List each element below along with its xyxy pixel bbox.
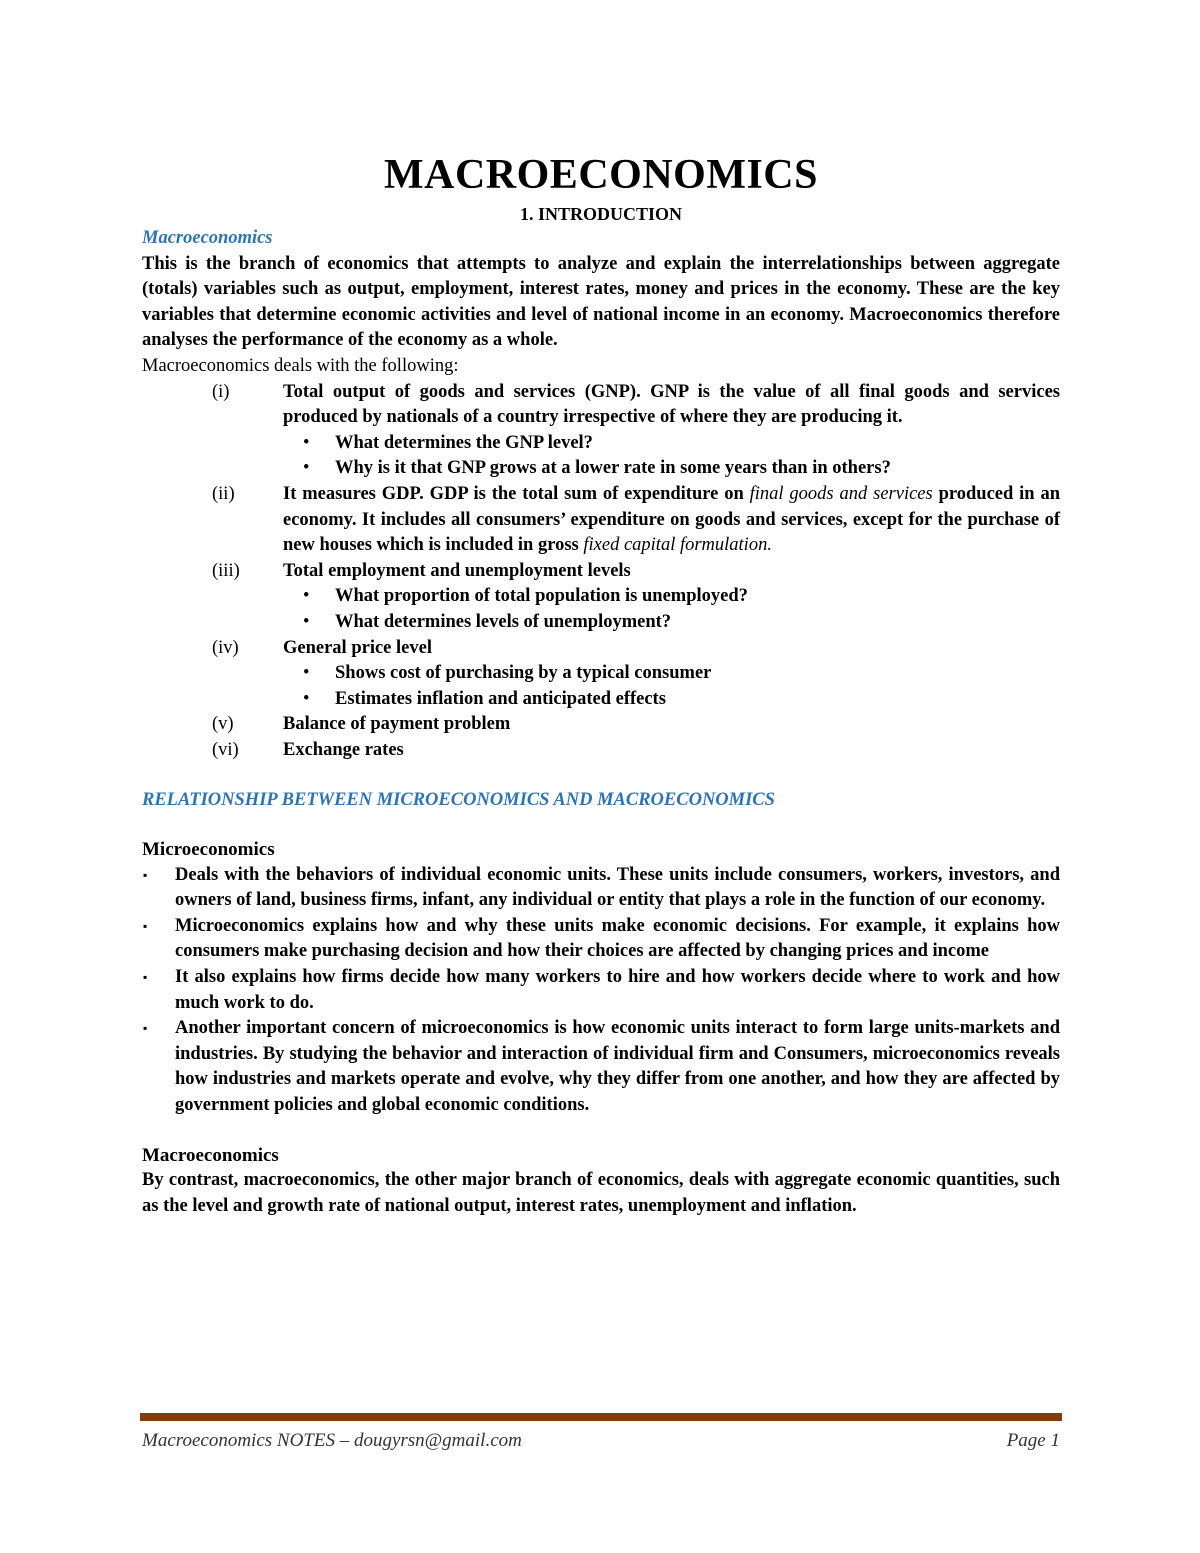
bullet-list bbox=[283, 661, 1060, 712]
list-item-iii bbox=[142, 559, 1060, 585]
micro-heading: Microeconomics bbox=[142, 839, 275, 861]
square-bullet-icon: ▪ bbox=[143, 1021, 148, 1036]
square-bullet-icon: ▪ bbox=[143, 970, 148, 985]
micro-point-text: Deals with the behaviors of individual economic units. These units include consumers, workers, investors, and owners of land, business firms, infant, any individual or entity that plays a role in the function of our economy. bbox=[175, 864, 1060, 911]
square-bullet-icon: ▪ bbox=[143, 867, 148, 882]
macro-heading: Macroeconomics bbox=[142, 1144, 279, 1166]
text-part: It measures GDP. GDP is the total sum of expenditure on bbox=[283, 483, 750, 504]
page-number: Page 1 bbox=[1006, 1430, 1060, 1451]
footer-rule bbox=[140, 1413, 1062, 1421]
list-item bbox=[283, 431, 1060, 457]
list-number: (iv) bbox=[212, 637, 239, 658]
list-number: (v) bbox=[212, 714, 234, 735]
relationship-heading: RELATIONSHIP BETWEEN MICROECONOMICS AND MACROECONOMICS bbox=[142, 790, 775, 811]
deals-with-label: Macroeconomics deals with the following: bbox=[142, 355, 459, 376]
macro-text: By contrast, macroeconomics, the other major branch of economics, deals with aggregate economic quantities, such as the level and growth rate of national output, interest rates, unemployment and inflation. bbox=[142, 1170, 1060, 1216]
list-item bbox=[142, 914, 1060, 965]
list-number: (ii) bbox=[212, 483, 235, 504]
micro-point-text: It also explains how firms decide how many workers to hire and how workers decide where to work and how much work to do. bbox=[175, 967, 1060, 1013]
micro-point-text: Microeconomics explains how and why these units make economic decisions. For example, it explains how consumers make purchasing decision and how their choices are affected by changing prices and income bbox=[175, 915, 1060, 962]
list-item bbox=[283, 584, 1060, 610]
list-item-text bbox=[283, 482, 1060, 559]
list-item-i bbox=[142, 380, 1060, 431]
list-item-ii bbox=[142, 482, 1060, 559]
emphasis-text: final goods and services bbox=[749, 483, 933, 504]
list-number: (vi) bbox=[212, 739, 239, 760]
text-part: produced in an economy. It includes all consumers’ expenditure on goods and services, except for the purchase of new houses which is included in gross bbox=[283, 483, 1061, 556]
list-item bbox=[283, 610, 1060, 636]
square-bullet-icon: ▪ bbox=[143, 918, 148, 933]
list-item-text: Exchange rates bbox=[283, 739, 404, 760]
list-item-vi bbox=[142, 738, 1060, 764]
list-item-text: Balance of payment problem bbox=[283, 714, 511, 735]
intro-definition: This is the branch of economics that attempts to analyze and explain the interrelationships between aggregate (totals) variables such as output, employment, interest rates, money and prices in the economy. These are the key variables that determine economic activities and level of national income in an economy. Macroeconomics therefore analyses the performance of the economy as a whole. bbox=[142, 253, 1060, 351]
page-footer bbox=[142, 1428, 1060, 1454]
list-item-text: Total employment and unemployment levels bbox=[283, 560, 631, 581]
bullet-text: What determines the GNP level? bbox=[335, 432, 593, 453]
bullet-text: What determines levels of unemployment? bbox=[335, 611, 672, 632]
bullet-list bbox=[283, 584, 1060, 635]
list-number: (iii) bbox=[212, 560, 240, 581]
micro-points-list bbox=[142, 863, 1060, 1119]
section-subtitle: 1. INTRODUCTION bbox=[519, 204, 683, 224]
list-item bbox=[283, 687, 1060, 713]
footer-left-text: Macroeconomics NOTES – dougyrsn@gmail.com bbox=[142, 1430, 522, 1451]
emphasis-text: fixed capital formulation. bbox=[583, 535, 772, 556]
list-item-iv bbox=[142, 636, 1060, 662]
page-title: MACROECONOMICS bbox=[384, 152, 818, 198]
list-item-text: General price level bbox=[283, 637, 432, 658]
list-item bbox=[142, 1016, 1060, 1118]
bullet-list bbox=[283, 431, 1060, 482]
bullet-text: Shows cost of purchasing by a typical consumer bbox=[335, 663, 712, 684]
intro-heading: Macroeconomics bbox=[142, 228, 273, 248]
micro-point-text: Another important concern of microeconomics is how economic units interact to form large units-markets and industries. By studying the behavior and interaction of individual firm and Consumers, microeconomics reveals how industries and markets operate and evolve, why they differ from one another, and how they are affected by government policies and global economic conditions. bbox=[175, 1018, 1060, 1115]
list-item-text: Total output of goods and services (GNP). GNP is the value of all final goods and services produced by nationals of a country irrespective of where they are producing it. bbox=[283, 381, 1060, 428]
list-number: (i) bbox=[212, 381, 230, 402]
bullet-text: Estimates inflation and anticipated effects bbox=[335, 688, 666, 709]
list-item bbox=[283, 456, 1060, 482]
page-content bbox=[142, 140, 1060, 1219]
bullet-text: Why is it that GNP grows at a lower rate in some years than in others? bbox=[335, 458, 891, 479]
list-item bbox=[142, 965, 1060, 1016]
list-item-v bbox=[142, 712, 1060, 738]
list-item bbox=[142, 863, 1060, 914]
list-item bbox=[283, 661, 1060, 687]
bullet-text: What proportion of total population is unemployed? bbox=[335, 586, 748, 607]
